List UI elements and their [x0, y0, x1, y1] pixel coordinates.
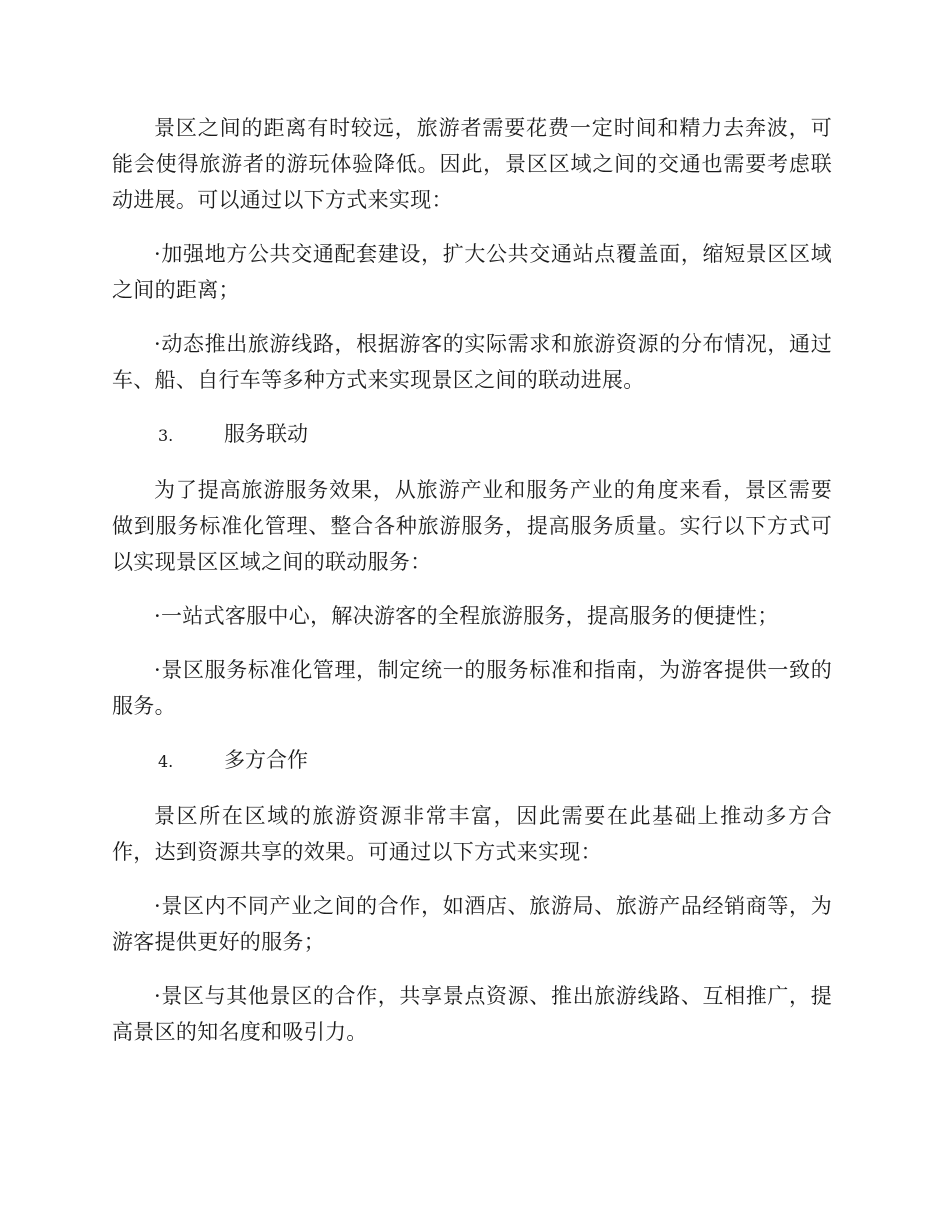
- section-number: 3.: [158, 426, 174, 445]
- document-page: [112, 110, 832, 1068]
- section-heading-service-linkage: [112, 416, 832, 454]
- section-title: 多方合作: [224, 748, 308, 772]
- paragraph-transport-intro: 景区之间的距离有时较远，旅游者需要花费一定时间和精力去奔波，可能会使得旅游者的游玩体验降低。因此，景区区域之间的交通也需要考虑联动进展。可以通过以下方式来实现：: [112, 116, 832, 212]
- bullet-scenic-cooperation: ·景区与其他景区的合作，共享景点资源、推出旅游线路、互相推广，提高景区的知名度和吸引力。: [112, 984, 832, 1044]
- section-heading-cooperation: [112, 742, 832, 780]
- bullet-industry-cooperation: ·景区内不同产业之间的合作，如酒店、旅游局、旅游产品经销商等，为游客提供更好的服务；: [112, 894, 832, 954]
- paragraph-service-intro: 为了提高旅游服务效果，从旅游产业和服务产业的角度来看，景区需要做到服务标准化管理、整合各种旅游服务，提高服务质量。实行以下方式可以实现景区区域之间的联动服务：: [112, 478, 832, 574]
- bullet-public-transport: ·加强地方公共交通配套建设，扩大公共交通站点覆盖面，缩短景区区域之间的距离；: [112, 242, 832, 302]
- section-title: 服务联动: [224, 422, 308, 446]
- section-number: 4.: [158, 752, 174, 771]
- paragraph-cooperation-intro: 景区所在区域的旅游资源非常丰富，因此需要在此基础上推动多方合作，达到资源共享的效果。可通过以下方式来实现：: [112, 804, 832, 864]
- bullet-tour-routes: ·动态推出旅游线路，根据游客的实际需求和旅游资源的分布情况，通过车、船、自行车等多种方式来实现景区之间的联动进展。: [112, 332, 832, 392]
- bullet-service-standard: ·景区服务标准化管理，制定统一的服务标准和指南，为游客提供一致的服务。: [112, 658, 832, 718]
- bullet-service-center: ·一站式客服中心，解决游客的全程旅游服务，提高服务的便捷性；: [154, 604, 779, 628]
